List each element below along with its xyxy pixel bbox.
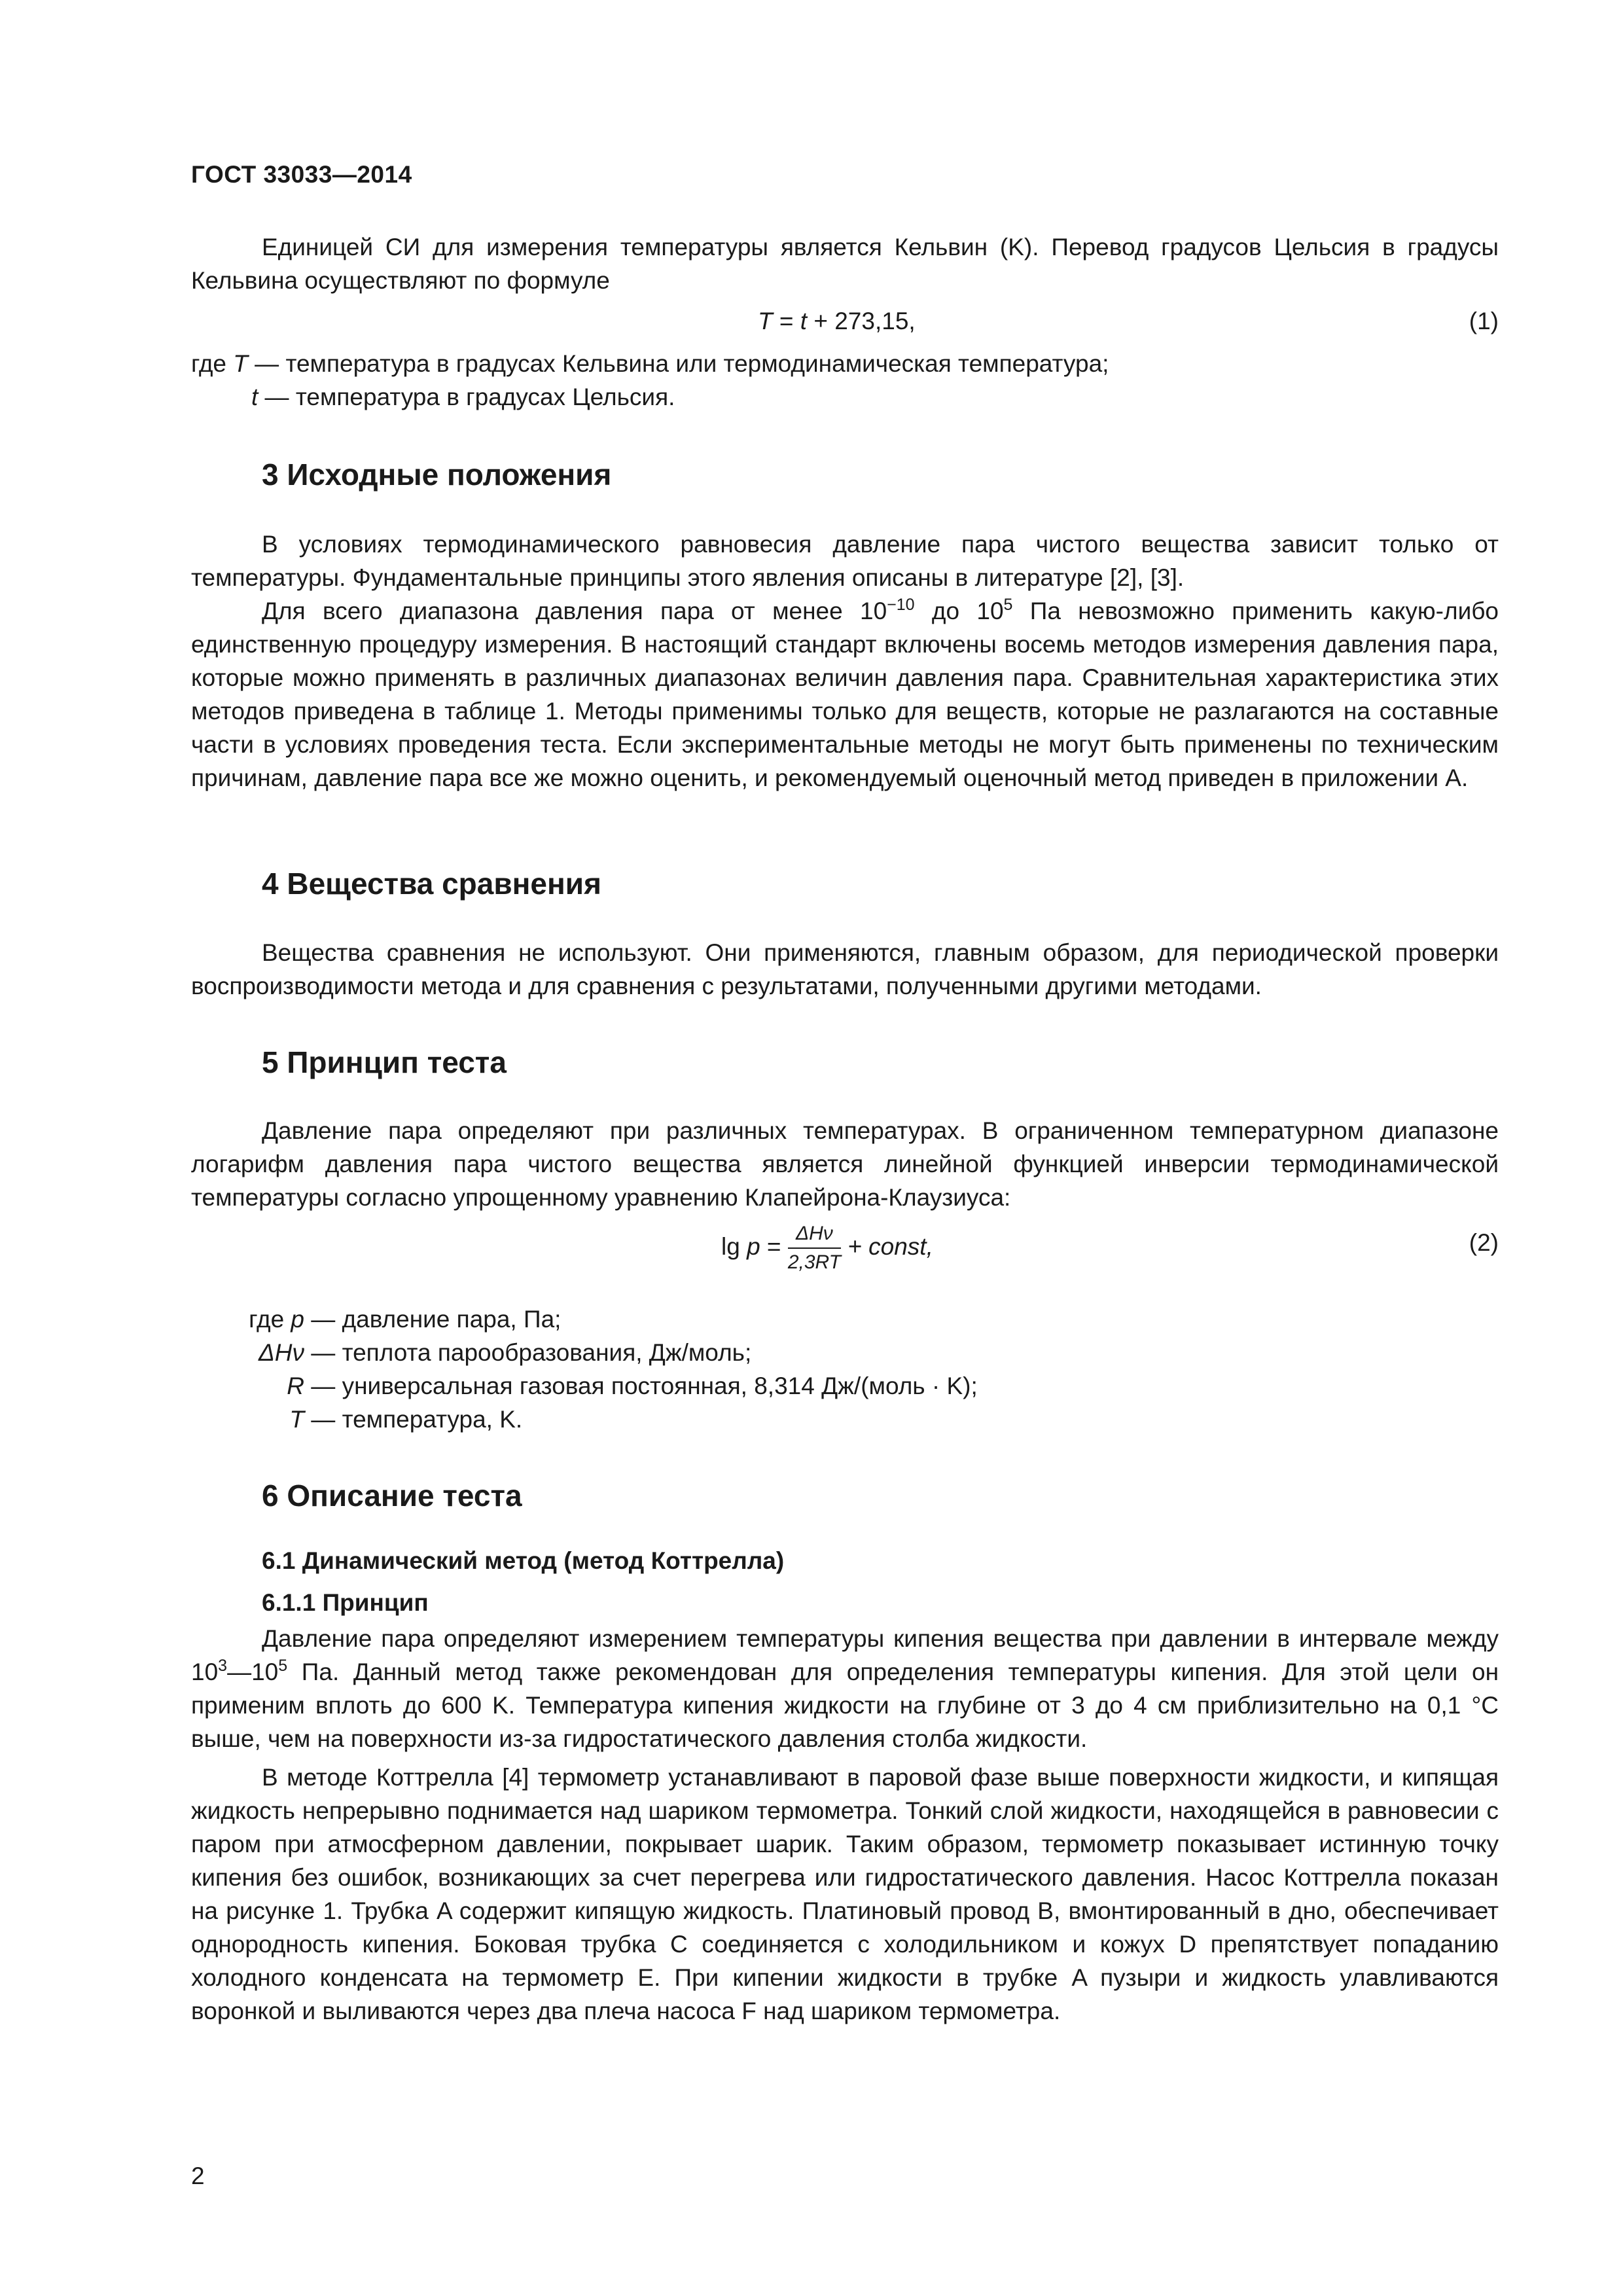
where-item: ΔHν — теплота парообразования, Дж/моль; (258, 1339, 752, 1366)
where-item: где p — давление пара, Па; (249, 1306, 562, 1333)
paragraph-text: Давление пара определяют при различных температурах. В ограниченном температурном диапазоне логарифм давления пара чистого вещества является линейной функцией инверсии термодинамической температуры согласно упрощенному уравнению Клапейрона-Клаузиуса: (191, 1117, 1499, 1211)
section-heading: 5 Принцип теста (262, 1045, 507, 1079)
where-item: T — температура, K. (289, 1406, 523, 1433)
section4-body (191, 936, 1499, 1003)
paragraph-text: Вещества сравнения не используют. Они применяются, главным образом, для периодической проверки воспроизводимости метода и для сравнения с результатами, полученными другими методами. (191, 939, 1499, 999)
subsection-heading: 6.1 Динамический метод (метод Коттрелла) (262, 1547, 785, 1574)
formula-number: (2) (1469, 1229, 1499, 1256)
formula-body: T = t + 273,15, (758, 308, 916, 334)
section5-body (191, 1114, 1499, 1214)
formula-number: (1) (1469, 308, 1499, 334)
document-header: ГОСТ 33033—2014 (191, 161, 412, 188)
fraction: $\frac{\text{ΔHν}}{2,3RT}$ (787, 1223, 841, 1273)
where-item: R — универсальная газовая постоянная, 8,314 Дж/(моль · K); (287, 1372, 978, 1399)
paragraph-text: Давление пара определяют измерением температуры кипения вещества при давлении в интервале между $10^3—10^5$ Па. Данный метод также рекомендован для определения температуры кипения. Для этой цели он применим вплоть до 600 K. Температура кипения жидкости на глубине от 3 до 4 см приблизительно на 0,1 °C выше, чем на поверхности из-за гидростатического давления столба жидкости. (191, 1625, 1499, 1752)
formula-body: lg p = $\frac{\text{ΔHν}}{2,3RT}$ + const, (721, 1223, 933, 1273)
paragraph-text: В условиях термодинамического равновесия давление пара чистого вещества зависит только от температуры. Фундаментальные принципы этого явления описаны в литературе [2], [3]. (191, 531, 1499, 591)
paragraph-text: Единицей СИ для измерения температуры является Кельвин (K). Перевод градусов Цельсия в градусы Кельвина осуществляют по формуле (191, 234, 1499, 294)
where-item: где T — температура в градусах Кельвина или термодинамическая температура; (191, 350, 1109, 377)
section-heading: 4 Вещества сравнения (262, 867, 601, 901)
section3-body (191, 528, 1499, 795)
where-item: t — температура в градусах Цельсия. (251, 384, 675, 410)
intro-paragraph (191, 230, 1499, 297)
paragraph-text: В методе Коттрелла [4] термометр устанавливают в паровой фазе выше поверхности жидкости, и кипящая жидкость непрерывно поднимается над шариком термометра. Тонкий слой жидкости, находящейся в равновесии с паром при атмосферном давлении, покрывает шарик. Таким образом, термометр показывает истинную точку кипения без ошибок, возникающих за счет перегрева или гидростатического давления. Насос Коттрелла показан на рисунке 1. Трубка A содержит кипящую жидкость. Платиновый провод B, вмонтированный в дно, обеспечивает однородность кипения. Боковая трубка C соединяется с холодильником и кожух D препятствует попаданию холодного конденсата на термометр E. При кипении жидкости в трубке A пузыри и жидкость улавливаются воронкой и выливаются через два плеча насоса F над шариком термометра. (191, 1764, 1499, 2024)
paragraph-text: Для всего диапазона давления пара от менее $10^{-10}$ до $10^5$ Па невозможно применить какую-либо единственную процедуру измерения. В настоящий стандарт включены восемь методов измерения давления пара, которые можно применять в различных диапазонах величин давления пара. Сравнительная характеристика этих методов приведена в таблице 1. Методы применимы только для веществ, которые не разлагаются на составные части в условиях проведения теста. Если экспериментальные методы не могут быть применены по техническим причинам, давление пара все же можно оценить, и рекомендуемый оценочный метод приведен в приложении А. (191, 596, 1499, 791)
page-number: 2 (191, 2162, 205, 2189)
section6-body (191, 1622, 1499, 2028)
section-heading: 6 Описание теста (262, 1479, 522, 1513)
section-heading: 3 Исходные положения (262, 457, 612, 492)
subsection-heading: 6.1.1 Принцип (262, 1589, 429, 1616)
